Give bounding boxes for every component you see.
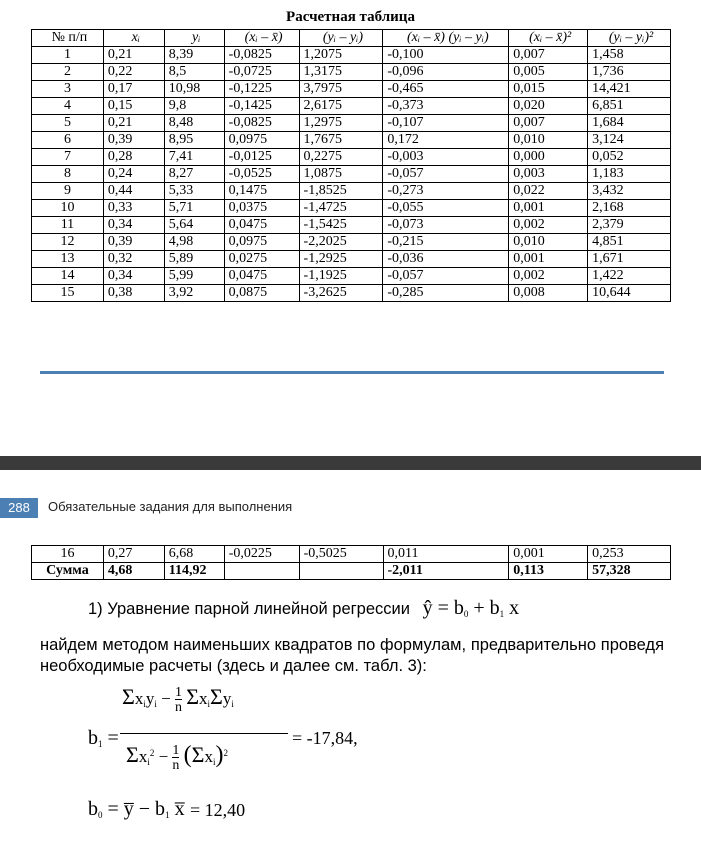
- table-cell: -3,2625: [299, 285, 383, 302]
- table-cell: 0,001: [509, 200, 588, 217]
- paragraph-method: найдем методом наименьших квадратов по формулам, предварительно проведя необходимые расчеты (здесь и далее см. табл. 3):: [40, 636, 664, 675]
- table-cell: 5,99: [164, 268, 224, 285]
- table-cell: 6: [32, 132, 104, 149]
- table-cell: 1,671: [588, 251, 671, 268]
- table-cell: 2,6175: [299, 98, 383, 115]
- table-cell: 6,68: [164, 546, 224, 563]
- table-cell: -1,5425: [299, 217, 383, 234]
- table-cell: 0,22: [103, 64, 164, 81]
- table-header-cell: (xᵢ – x̄) (yᵢ – yᵢ): [383, 30, 509, 47]
- table-cell: 0,001: [509, 546, 588, 563]
- table-cell: 0,020: [509, 98, 588, 115]
- table-cell: 0,011: [383, 546, 509, 563]
- table-row: [32, 183, 671, 200]
- table-cell: 2: [32, 64, 104, 81]
- calc-table-continued: [31, 545, 671, 580]
- table-cell: 0,1475: [224, 183, 299, 200]
- table-cell: 0,113: [509, 563, 588, 580]
- table-cell: 0,010: [509, 132, 588, 149]
- table-cell: -0,285: [383, 285, 509, 302]
- table-cell: 0,0975: [224, 234, 299, 251]
- table-cell: 0,022: [509, 183, 588, 200]
- table-cell: 0,39: [103, 234, 164, 251]
- table-cell: -0,215: [383, 234, 509, 251]
- table-cell: 7: [32, 149, 104, 166]
- table-cell: 0,34: [103, 268, 164, 285]
- table-cell: 0,44: [103, 183, 164, 200]
- divider-line: [40, 371, 664, 374]
- table-cell: -0,0525: [224, 166, 299, 183]
- page-number: 288: [0, 498, 38, 518]
- table-cell: 1,736: [588, 64, 671, 81]
- b1-fraction: [120, 682, 290, 792]
- table-cell: -0,1225: [224, 81, 299, 98]
- table-header-cell: (yᵢ – yᵢ): [299, 30, 383, 47]
- table-row: [32, 563, 671, 580]
- table-cell: -0,100: [383, 47, 509, 64]
- table-cell: 8,27: [164, 166, 224, 183]
- table-cell: 8,5: [164, 64, 224, 81]
- table-cell: -2,011: [383, 563, 509, 580]
- table-cell: 9: [32, 183, 104, 200]
- table-cell: 14: [32, 268, 104, 285]
- page-break-bar: [0, 456, 701, 470]
- regression-equation: ŷ = $b_0 + b_1$ x: [422, 597, 520, 619]
- section-title: Обязательные задания для выполнения: [48, 499, 293, 514]
- table-header-cell: (yᵢ – yᵢ)²: [588, 30, 671, 47]
- table-cell: 0,0275: [224, 251, 299, 268]
- table-title: Расчетная таблица: [286, 9, 415, 25]
- table-cell: -0,465: [383, 81, 509, 98]
- table-cell: 0,0375: [224, 200, 299, 217]
- table-cell: -0,073: [383, 217, 509, 234]
- table-cell: 5: [32, 115, 104, 132]
- table-cell: 14,421: [588, 81, 671, 98]
- table-cell: 0,007: [509, 115, 588, 132]
- table-cell: -0,273: [383, 183, 509, 200]
- calc-table: [31, 29, 671, 302]
- table-cell: 1,183: [588, 166, 671, 183]
- table-cell: 11: [32, 217, 104, 234]
- table-cell: 1,422: [588, 268, 671, 285]
- table-row: [32, 251, 671, 268]
- table-cell: 114,92: [164, 563, 224, 580]
- table-cell: -0,057: [383, 268, 509, 285]
- table-cell: 4,851: [588, 234, 671, 251]
- table-cell: -0,107: [383, 115, 509, 132]
- table-cell: 0,002: [509, 268, 588, 285]
- table-cell: 0,002: [509, 217, 588, 234]
- table-cell: 0,21: [103, 47, 164, 64]
- table-cell: 10,644: [588, 285, 671, 302]
- table-row: [32, 268, 671, 285]
- table-cell: -0,096: [383, 64, 509, 81]
- table-cell: 5,71: [164, 200, 224, 217]
- table-cell: -0,0225: [224, 546, 299, 563]
- table-header-row: [32, 30, 671, 47]
- b1-value: = -17,84,: [292, 728, 358, 748]
- table-cell: 0,0475: [224, 268, 299, 285]
- table-header-cell: № п/п: [32, 30, 104, 47]
- table-cell: 0,38: [103, 285, 164, 302]
- table-cell: 0,052: [588, 149, 671, 166]
- table-cell: 8,95: [164, 132, 224, 149]
- table-row: [32, 217, 671, 234]
- table-cell: 4,98: [164, 234, 224, 251]
- table-row: [32, 81, 671, 98]
- table-cell: 0,17: [103, 81, 164, 98]
- table-cell: 0,001: [509, 251, 588, 268]
- table-cell: 6,851: [588, 98, 671, 115]
- table-row: [32, 64, 671, 81]
- table-cell: 10,98: [164, 81, 224, 98]
- table-cell: 0,33: [103, 200, 164, 217]
- table-cell: 5,64: [164, 217, 224, 234]
- table-cell: 8,39: [164, 47, 224, 64]
- table-cell: 1,3175: [299, 64, 383, 81]
- table-cell: 1,0875: [299, 166, 383, 183]
- table-cell: -2,2025: [299, 234, 383, 251]
- table-header-cell: (xᵢ – x̄): [224, 30, 299, 47]
- table-cell: -0,5025: [299, 546, 383, 563]
- table-cell: 8,48: [164, 115, 224, 132]
- table-cell: 0,172: [383, 132, 509, 149]
- table-cell: 0,39: [103, 132, 164, 149]
- table-cell: -0,003: [383, 149, 509, 166]
- table-row: [32, 149, 671, 166]
- table-cell: 5,33: [164, 183, 224, 200]
- table-header-cell: (xᵢ – x̄)²: [509, 30, 588, 47]
- table-cell: 1,684: [588, 115, 671, 132]
- b1-label: $b_1$ =: [88, 727, 119, 749]
- table-cell: -0,373: [383, 98, 509, 115]
- table-cell: 0,0875: [224, 285, 299, 302]
- table-cell: 0,010: [509, 234, 588, 251]
- table-cell: 1,2075: [299, 47, 383, 64]
- table-cell: 3,92: [164, 285, 224, 302]
- table-cell: 57,328: [588, 563, 671, 580]
- table-cell: 4: [32, 98, 104, 115]
- table-cell: -0,036: [383, 251, 509, 268]
- table-cell: 0,015: [509, 81, 588, 98]
- table-cell: [299, 563, 383, 580]
- table-row: [32, 200, 671, 217]
- paragraph-regression-text: 1) Уравнение парной линейной регрессии: [88, 600, 410, 618]
- table-cell: -0,0825: [224, 47, 299, 64]
- table-cell: -1,2925: [299, 251, 383, 268]
- table-cell: 1,7675: [299, 132, 383, 149]
- table-cell: 0,008: [509, 285, 588, 302]
- table-cell: -0,1425: [224, 98, 299, 115]
- table-cell: 0,32: [103, 251, 164, 268]
- table-cell: 0,005: [509, 64, 588, 81]
- table-cell: 0,27: [103, 546, 164, 563]
- table-row: [32, 115, 671, 132]
- table-cell: Сумма: [32, 563, 104, 580]
- table-cell: -0,057: [383, 166, 509, 183]
- table-cell: 1,2975: [299, 115, 383, 132]
- table-cell: -0,0825: [224, 115, 299, 132]
- table-cell: 3,124: [588, 132, 671, 149]
- table-cell: 0,007: [509, 47, 588, 64]
- table-row: [32, 546, 671, 563]
- table-cell: -1,4725: [299, 200, 383, 217]
- table-cell: 3,432: [588, 183, 671, 200]
- table-cell: -0,0725: [224, 64, 299, 81]
- table-cell: 8: [32, 166, 104, 183]
- table-cell: -1,1925: [299, 268, 383, 285]
- table-row: [32, 47, 671, 64]
- table-cell: 0,253: [588, 546, 671, 563]
- table-cell: [224, 563, 299, 580]
- table-header-cell: xᵢ: [103, 30, 164, 47]
- table-cell: 16: [32, 546, 104, 563]
- table-cell: 10: [32, 200, 104, 217]
- table-cell: 3: [32, 81, 104, 98]
- table-cell: 0,21: [103, 115, 164, 132]
- table-cell: -0,0125: [224, 149, 299, 166]
- table-cell: 12: [32, 234, 104, 251]
- table-cell: 3,7975: [299, 81, 383, 98]
- b1-denominator: $\Sigma x_i^2 - 1$ n $(\Sigma x_i)^2$: [126, 742, 228, 774]
- table-cell: 2,379: [588, 217, 671, 234]
- table-cell: 9,8: [164, 98, 224, 115]
- table-cell: 0,15: [103, 98, 164, 115]
- table-cell: -0,055: [383, 200, 509, 217]
- table-row: [32, 98, 671, 115]
- table-cell: 13: [32, 251, 104, 268]
- table-cell: 1,458: [588, 47, 671, 64]
- table-cell: 0,24: [103, 166, 164, 183]
- table-header-cell: yᵢ: [164, 30, 224, 47]
- table-cell: 0,34: [103, 217, 164, 234]
- table-cell: 15: [32, 285, 104, 302]
- table-cell: 0,000: [509, 149, 588, 166]
- table-cell: 7,41: [164, 149, 224, 166]
- table-row: [32, 234, 671, 251]
- b1-fraction-bar: [120, 733, 288, 734]
- table-row: [32, 285, 671, 302]
- table-cell: 0,003: [509, 166, 588, 183]
- table-row: [32, 132, 671, 149]
- b0-formula: $b_0$ = y̅ − $b_1$ x̅: [88, 798, 185, 820]
- table-cell: 1: [32, 47, 104, 64]
- table-cell: 2,168: [588, 200, 671, 217]
- b1-numerator: $\Sigma x_iy_i - 1$ n $\Sigma x_i\Sigma y_i$: [122, 684, 234, 716]
- table-cell: 5,89: [164, 251, 224, 268]
- table-cell: 0,28: [103, 149, 164, 166]
- paragraph-regression: [88, 598, 519, 625]
- table-cell: 4,68: [103, 563, 164, 580]
- table-cell: -1,8525: [299, 183, 383, 200]
- b0-value: = 12,40: [190, 800, 246, 820]
- table-cell: 0,2275: [299, 149, 383, 166]
- table-cell: 0,0475: [224, 217, 299, 234]
- table-row: [32, 166, 671, 183]
- table-cell: 0,0975: [224, 132, 299, 149]
